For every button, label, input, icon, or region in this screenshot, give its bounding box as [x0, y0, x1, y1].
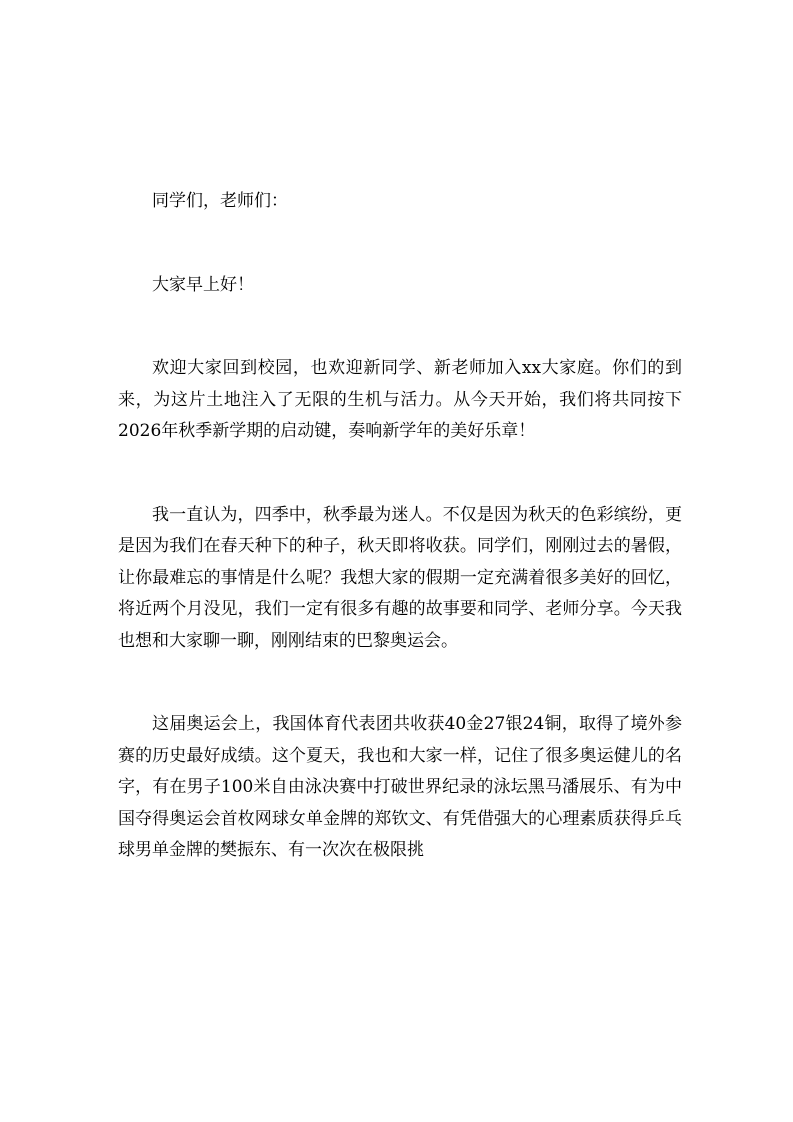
paragraph-olympics: 这届奥运会上，我国体育代表团共收获40金27银24铜，取得了境外参赛的历史最好成绩。这个夏天，我也和大家一样，记住了很多奥运健儿的名字，有在男子100米自由泳决赛中打破世界纪录的泳坛黑马潘展乐、有为中国夺得奥运会首枚网球女单金牌的郑钦文、有凭借强大的心理素质获得乒乓球男单金牌的樊振东、有一次次在极限挑: [118, 714, 682, 860]
salutation-line: 大家早上好！: [152, 274, 254, 295]
paragraph-autumn: 我一直认为，四季中，秋季最为迷人。不仅是因为秋天的色彩缤纷，更是因为我们在春天种下的种子，秋天即将收获。同学们，刚刚过去的暑假，让你最难忘的事情是什么呢？我想大家的假期一定充满着很多美好的回忆，将近两个月没见，我们一定有很多有趣的故事要和同学、老师分享。今天我也想和大家聊一聊，刚刚结束的巴黎奥运会。: [118, 504, 682, 651]
greeting-line: 同学们，老师们：: [152, 191, 288, 211]
document-body: [118, 186, 682, 867]
paragraph-welcome: 欢迎大家回到校园，也欢迎新同学、新老师加入xx大家庭。你们的到来，为这片土地注入了无限的生机与活力。从今天开始，我们将共同按下2026年秋季新学期的启动键，奏响新学年的美好乐章！: [118, 358, 682, 441]
